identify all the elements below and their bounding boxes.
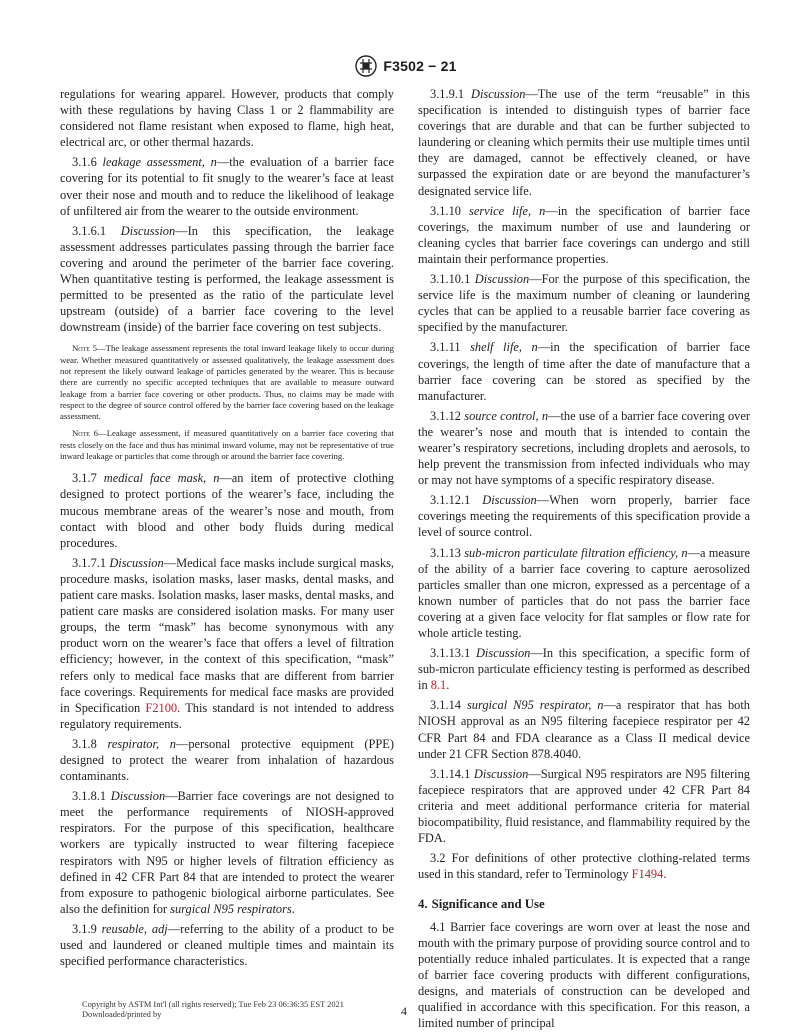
definition-3-1-9: 3.1.9 reusable, adj—referring to the ability of a product to be used and laundered or cleaned multiple times and maintain its specified performance characteristics. <box>60 921 394 969</box>
page-number: 4 <box>401 1004 407 1018</box>
discussion-3-1-9-1: 3.1.9.1 Discussion—The use of the term “reusable” in this specification is intended to distinguish types of barrier face coverings that are durable and that can be further subjected to laundering or cleaning which permits their use multiple times until they are damaged, cannot be effectively cleaned, or have surpassed the expiration date or are beyond the manufacturer’s designated service life. <box>418 87 750 198</box>
discussion-3-1-7-1: 3.1.7.1 Discussion—Medical face masks include surgical masks, procedure masks, isolation masks, laser masks, dental masks, and patient care masks. Isolation masks, laser masks, dental masks, and patient care masks are considered isolation masks. For many user groups, the term “mask” has become synonymous with any product worn on the wearer’s face that offers a level of filtration efficiency; however, in the context of this specification, “mask” refers only to medical face masks that are different from barrier face coverings. Requirements for medical face masks are provided in Specification F2100. This standard is not intended to address regulatory requirements. <box>60 555 394 731</box>
definition-3-1-12: 3.1.12 source control, n—the use of a barrier face covering over the wearer’s nose and mouth that is intended to contain the wearer’s respiratory secretions, including droplets and aerosols, to help prevent the transmission from infected individuals who may or may not have symptoms of a specific respiratory disease. <box>418 408 750 488</box>
section-3-2: 3.2 For definitions of other protective clothing-related terms used in this standard, refer to Terminology F1494. <box>418 851 750 882</box>
ref-link-f2100[interactable]: F2100 <box>145 700 178 715</box>
copyright-footer <box>82 1000 422 1021</box>
discussion-3-1-13-1: 3.1.13.1 Discussion—In this specification, a specific form of sub-micron particulate efficiency testing is performed as described in 8.1. <box>418 646 750 693</box>
definition-3-1-7: 3.1.7 medical face mask, n—an item of protective clothing designed to protect portions of the wearer’s face, including the mucous membrane areas of the wearer’s nose and mouth, from contact with blood and other body fluids during medical procedures. <box>60 471 394 550</box>
page-header <box>0 56 812 76</box>
definition-3-1-14: 3.1.14 surgical N95 respirator, n—a respirator that has both NIOSH approval as an N95 filtering facepiece respirator per 42 CFR Part 84 and FDA clearance as a Class II medical device under 21 CFR Section 878.4040. <box>418 698 750 761</box>
discussion-3-1-10-1: 3.1.10.1 Discussion—For the purpose of this specification, the service life is the maximum number of cleaning or laundering cycles that can be applied to a reusable barrier face covering as specified by the manufacturer. <box>418 272 750 335</box>
continued-paragraph: regulations for wearing apparel. However, products that comply with these regulations by having Class 1 or 2 flammability are considered not flame resistant when exposed to flame, high heat, electrical arc, or other thermal hazards. <box>60 87 394 150</box>
section-4-heading: 4. Significance and Use <box>418 897 545 912</box>
definition-3-1-6: 3.1.6 leakage assessment, n—the evaluation of a barrier face covering for its potential to fit snugly to the wearer’s face at least over their nose and mouth and to reduce the likelihood of leakage of unfiltered air from the wearer to the outside environment. <box>60 155 394 218</box>
definition-3-1-11: 3.1.11 shelf life, n—in the specification of barrier face coverings, the length of time after the date of manufacture that a barrier face covering can be stored as specified by the manufacturer. <box>418 340 750 403</box>
note-6: Note 6—Leakage assessment, if measured quantitatively on a barrier face covering that rests closely on the face and thus has minimal inward volume, may not be representative of true inward leakage or particles that come through or around the barrier face covering. <box>60 428 394 462</box>
definition-3-1-10: 3.1.10 service life, n—in the specification of barrier face coverings, the maximum number of use and laundering or cleaning cycles that barrier face coverings can undergo and still maintain their performance properties. <box>418 203 750 266</box>
discussion-3-1-14-1: 3.1.14.1 Discussion—Surgical N95 respirators are N95 filtering facepiece respirators that are approved under 42 CFR Part 84 criteria and meet additional performance criteria for material biocompatibility, fluid resistance, and flammability required by the FDA. <box>418 766 750 846</box>
ref-link-8-1[interactable]: 8.1 <box>430 678 447 693</box>
discussion-3-1-8-1: 3.1.8.1 Discussion—Barrier face coverings are not designed to meet the performance requirements of NIOSH-approved respirators. For the purpose of this specification, healthcare workers are typically instructed to wear filtering facepiece respirators with N95 or higher levels of filtration efficiency as defined in 42 CFR Part 84 that are intended to protect the wearer from exposure to pathogenic biological airborne particulates. See also the definition for surgical N95 respirators. <box>60 789 395 916</box>
ref-link-f1494[interactable]: F1494 <box>631 867 664 882</box>
standard-number: F3502 − 21 <box>383 58 457 74</box>
copyright-line: Copyright by ASTM Int'l (all rights reserved); Tue Feb 23 06:36:35 EST 2021 <box>82 1000 344 1009</box>
right-column <box>418 86 750 1035</box>
section-4-1: 4.1 Barrier face coverings are worn over at least the nose and mouth with the primary purpose of providing source control and to potentially reduce inhaled particulates. It is expected that a range of barrier face covering products with different configurations, designs, and materials of construction can be developed and qualified in accordance with this specification. For this reason, a limited number of principal <box>418 919 750 1031</box>
definition-3-1-13: 3.1.13 sub-micron particulate filtration efficiency, n—a measure of the ability of a barrier face covering to capture aerosolized particles smaller than one micron, expressed as a percentage of a known number of particles that do not pass the barrier face covering at a given face velocity for flat samples or flow rate for whole article testing. <box>418 545 750 640</box>
note-5: Note 5—The leakage assessment represents the total inward leakage likely to occur during wear. Whether measured quantitatively or assessed qualitatively, the leakage assessment does not represent the likely outward leakage of particles generated by the wearer. This is because there are currently no specific accepted techniques that are available to measure outward leakage from a barrier face covering or other products. Thus, no claims may be made with respect to the degree of source control offered by the barrier face covering based on the leakage assessment. <box>60 343 395 422</box>
discussion-3-1-6-1: 3.1.6.1 Discussion—In this specification, the leakage assessment addresses particulates passing through the barrier face covering and around the perimeter of the barrier face covering. When quantitative testing is performed, the leakage assessment is permitted to be presented as the ratio of the particulate level upstream (outside) of a barrier face covering to the level downstream (inside) of the barrier face covering on test subjects. <box>60 223 394 335</box>
left-column <box>60 86 394 973</box>
download-line: Downloaded/printed by <box>82 1010 162 1020</box>
astm-logo-icon <box>355 55 377 77</box>
definition-3-1-8: 3.1.8 respirator, n—personal protective equipment (PPE) designed to protect the wearer from inhalation of hazardous contaminants. <box>60 736 394 784</box>
discussion-3-1-12-1: 3.1.12.1 Discussion—When worn properly, barrier face coverings meeting the requirements of this specification provide a level of source control. <box>418 493 750 540</box>
